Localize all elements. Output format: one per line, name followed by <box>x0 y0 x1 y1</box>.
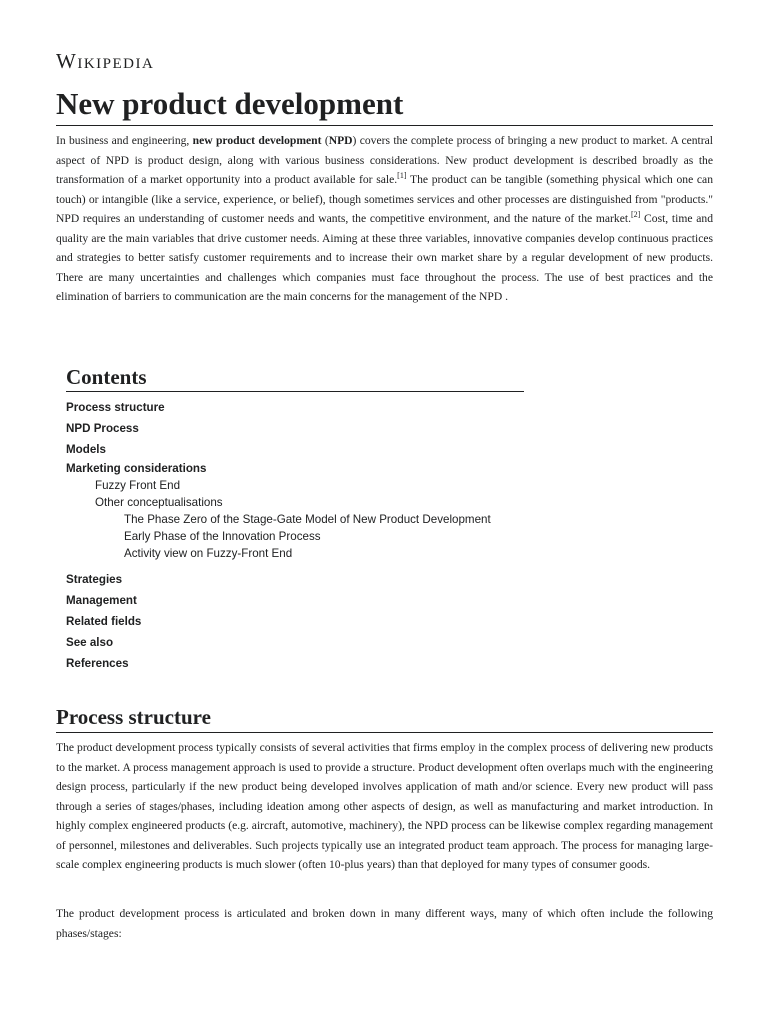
intro-text-5: Cost, time and quality are the main variables that drive customer needs. Aiming at these three variables, innovative companies develop continuous practices and strategies to better satisfy customer requirements and to increase their own market share by a regular development of new products. There are many uncertainties and challenges which companies must face throughout the process. The use of best practices and the elimination of barriers to communication are the main concerns for the management of the NPD . <box>56 212 714 303</box>
section-paragraph-1: The product development process typically consists of several activities that firms employ in the complex process of delivering new products to the market. A process management approach is used to provide a structure. Product development often overlaps much with the engineering design process, particularly if the new product being developed involves application of math and/or science. Every new product will pass through a series of stages/phases, including ideation among other aspects of design, as well as manufacturing and market introduction. In highly complex engineered products (e.g. aircraft, automotive, machinery), the NPD process can be likewise complex regarding management of personnel, milestones and deliverables. Such projects typically use an integrated product team approach. The process for managing large-scale complex engineering products is much slower (often 10-plus years) than that deployed for many types of consumer goods. <box>56 741 713 871</box>
intro-text-2: ( <box>321 134 329 147</box>
toc-item-see-also[interactable]: See also <box>66 636 114 649</box>
section-heading-process-structure: Process structure <box>56 703 713 733</box>
toc-subitem-activity-view[interactable]: Activity view on Fuzzy-Front End <box>124 547 293 560</box>
toc-subitem-fuzzy-front-end[interactable]: Fuzzy Front End <box>95 479 181 492</box>
toc-item-strategies[interactable]: Strategies <box>66 573 123 586</box>
intro-bold-term: new product development <box>192 134 322 147</box>
toc-spacer <box>66 562 524 569</box>
page-title: New product development <box>56 84 713 126</box>
toc-item-management[interactable]: Management <box>66 594 137 607</box>
toc-subitem-other-conceptualisations[interactable]: Other conceptualisations <box>95 496 223 509</box>
wikipedia-wordmark[interactable]: Wikipedia <box>56 49 155 73</box>
intro-paragraph <box>56 131 713 307</box>
toc-list <box>66 397 524 674</box>
intro-bold-abbr: NPD <box>328 134 353 147</box>
toc-item-related-fields[interactable]: Related fields <box>66 615 142 628</box>
reference-2[interactable]: [2] <box>630 210 641 220</box>
toc-subitem-phase-zero[interactable]: The Phase Zero of the Stage-Gate Model of New Product Development <box>124 513 491 526</box>
intro-text-4: The product can be tangible (something physical which one can touch) or intangible (like a service, experience, or belief), though sometimes services and other processes are distinguished from "products." NPD requires an understanding of customer needs and wants, the competitive environment, and the nature of the market. <box>56 173 714 225</box>
toc-subitem-early-phase[interactable]: Early Phase of the Innovation Process <box>124 530 321 543</box>
table-of-contents <box>66 364 524 674</box>
intro-text-3: ) covers the complete process of bringing a new product to market. A central aspect of NPD is product design, along with various business considerations. New product development is described broadly as the transformation of a market opportunity into a product available for sale. <box>56 134 713 186</box>
toc-item-npd-process[interactable]: NPD Process <box>66 422 139 435</box>
toc-item-marketing-considerations[interactable]: Marketing considerations <box>66 462 207 475</box>
intro-text-1: In business and engineering, <box>56 134 193 147</box>
section-paragraph-2: The product development process is articulated and broken down in many different ways, many of which often include the following phases/stages: <box>56 907 713 940</box>
toc-item-references[interactable]: References <box>66 657 129 670</box>
toc-item-models[interactable]: Models <box>66 443 106 456</box>
reference-1[interactable]: [1] <box>397 171 407 181</box>
toc-title: Contents <box>66 364 524 392</box>
toc-item-process-structure[interactable]: Process structure <box>66 401 165 414</box>
